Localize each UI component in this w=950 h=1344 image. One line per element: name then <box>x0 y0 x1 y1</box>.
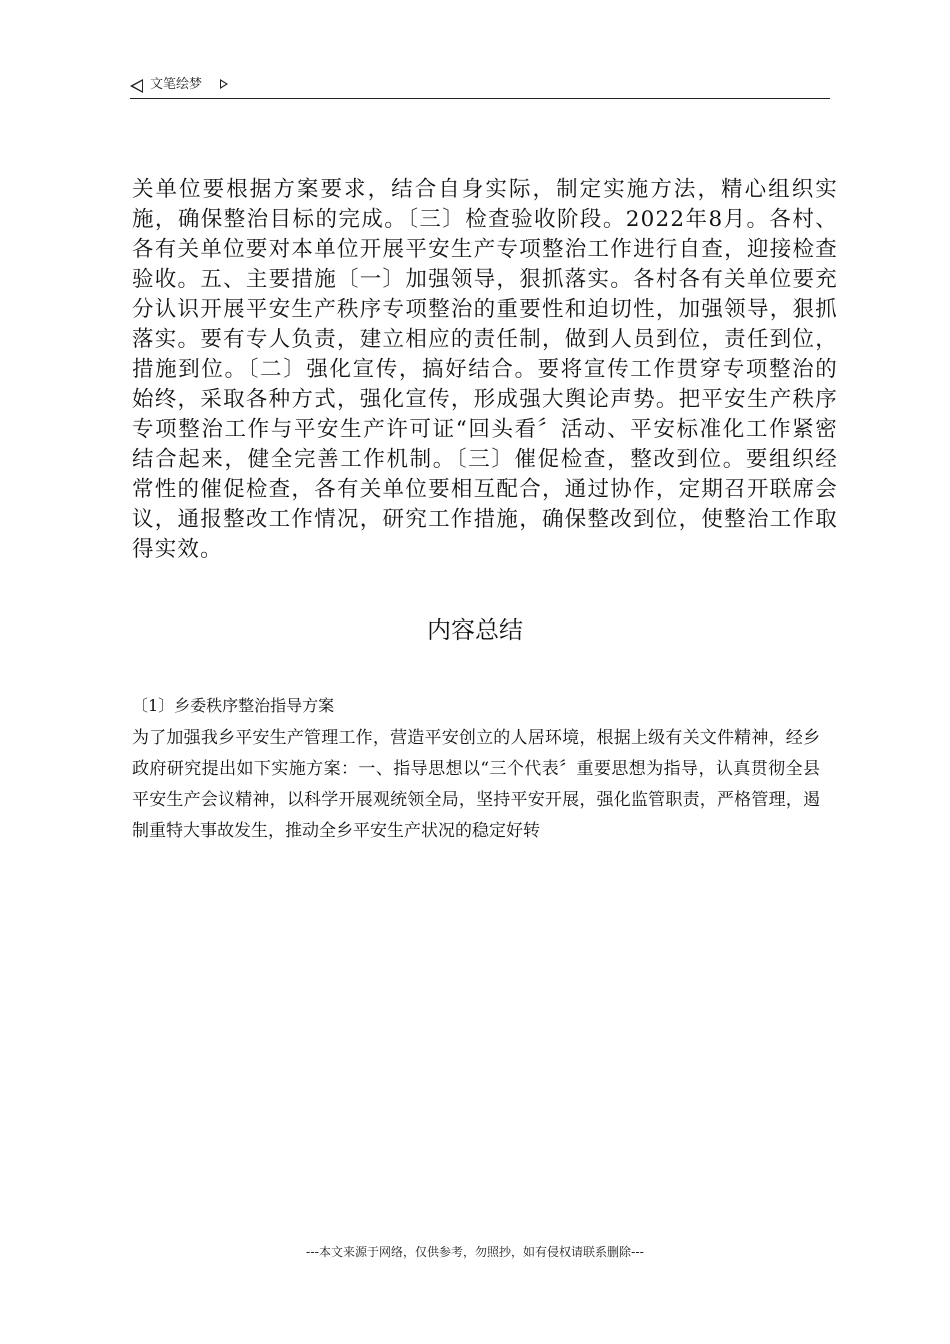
header-title: 文笔绘梦 <box>150 77 203 92</box>
summary-paragraph: 为了加强我乡平安生产管理工作，营造平安创立的人居环境，根据上级有关文件精神，经乡政府研究提出如下实施方案：一、指导思想以“三个代表〞重要思想为指导，认真贯彻全县平安生产会议精神，以科学开展观统领全局，坚持平安开展，强化监管职责，严格管理，遏制重特大事故发生，推动全乡平安生产状况的稳定好转 <box>132 728 820 841</box>
summary-subtitle: 〔1〕乡委秩序整治指导方案 <box>132 696 335 715</box>
page-header <box>130 76 830 98</box>
triangle-left-icon <box>130 79 143 93</box>
header-divider <box>130 98 830 99</box>
triangle-right-icon <box>220 79 228 89</box>
footer-disclaimer: ---本文来源于网络，仅供参考，勿照抄，如有侵权请联系删除--- <box>306 1245 644 1259</box>
summary-title: 内容总结 <box>427 616 523 644</box>
body-paragraph: 关单位要根据方案要求，结合自身实际，制定实施方法，精心组织实施，确保整治目标的完成。〔三〕检查验收阶段。2022年8月。各村、各有关单位要对本单位开展平安生产专项整治工作进行自查，迎接检查验收。五、主要措施〔一〕加强领导，狠抓落实。各村各有关单位要充分认识开展平安生产秩序专项整治的重要性和迫切性，加强领导，狠抓落实。要有专人负责，建立相应的责任制，做到人员到位，责任到位，措施到位。〔二〕强化宣传，搞好结合。要将宣传工作贯穿专项整治的始终，采取各种方式，强化宣传，形成强大舆论声势。把平安生产秩序专项整治工作与平安生产许可证“回头看〞活动、平安标准化工作紧密结合起来，健全完善工作机制。〔三〕催促检查，整改到位。要组织经常性的催促检查，各有关单位要相互配合，通过协作，定期召开联席会议，通报整改工作情况，研究工作措施，确保整改到位，使整治工作取得实效。 <box>132 177 838 562</box>
